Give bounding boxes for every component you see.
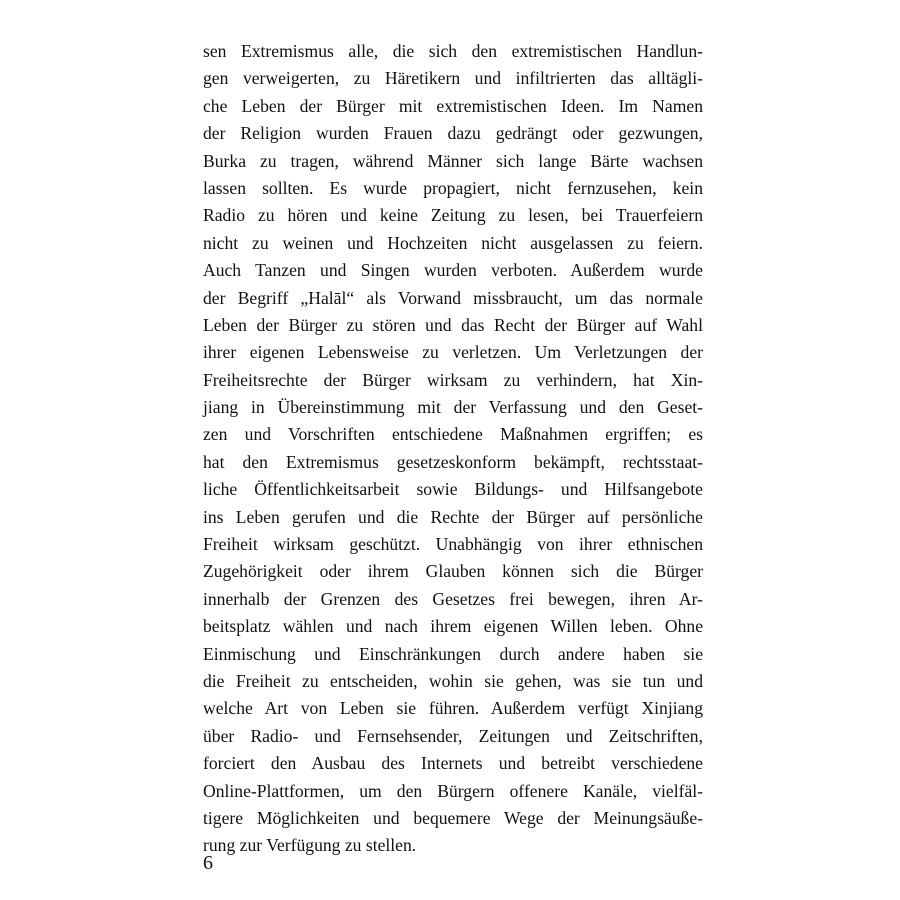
text-line: Auch Tanzen und Singen wurden verboten. Außerdem wurde — [203, 260, 703, 281]
text-line: Einmischung und Einschränkungen durch andere haben sie — [203, 643, 703, 664]
text-line: hat den Extremismus gesetzeskonform bekämpft, rechtsstaat- — [203, 451, 703, 472]
body-paragraph — [203, 38, 703, 860]
text-line: Freiheit wirksam geschützt. Unabhängig von ihrer ethnischen — [203, 534, 703, 555]
text-line: die Freiheit zu entscheiden, wohin sie gehen, was sie tun und — [203, 670, 703, 691]
text-line: ihrer eigenen Lebensweise zu verletzen. Um Verletzungen der — [203, 342, 703, 363]
text-line: innerhalb der Grenzen des Gesetzes frei bewegen, ihren Ar- — [203, 588, 703, 609]
text-line: welche Art von Leben sie führen. Außerdem verfügt Xinjiang — [203, 698, 703, 719]
text-line: der Begriff „Halāl“ als Vorwand missbraucht, um das normale — [203, 287, 703, 308]
text-line: tigere Möglichkeiten und bequemere Wege der Meinungsäuße- — [203, 807, 703, 828]
text-line: Online-Plattformen, um den Bürgern offenere Kanäle, vielfäl- — [203, 780, 703, 801]
text-line: über Radio- und Fernsehsender, Zeitungen und Zeitschriften, — [203, 725, 703, 746]
text-line: liche Öffentlichkeitsarbeit sowie Bildungs- und Hilfsangebote — [203, 479, 703, 500]
text-line: gen verweigerten, zu Häretikern und infiltrierten das alltägli- — [203, 68, 703, 89]
text-line: lassen sollten. Es wurde propagiert, nicht fernzusehen, kein — [203, 177, 703, 198]
text-line: zen und Vorschriften entschiedene Maßnahmen ergriffen; es — [203, 424, 703, 445]
text-line: che Leben der Bürger mit extremistischen Ideen. Im Namen — [203, 95, 703, 116]
text-line: rung zur Verfügung zu stellen. — [203, 835, 417, 856]
text-line: jiang in Übereinstimmung mit der Verfassung und den Geset- — [203, 397, 703, 418]
text-line: Radio zu hören und keine Zeitung zu lesen, bei Trauerfeiern — [203, 205, 703, 226]
page-number: 6 — [203, 852, 213, 874]
text-line: forciert den Ausbau des Internets und betreibt verschiedene — [203, 753, 703, 774]
text-line: sen Extremismus alle, die sich den extremistischen Handlun- — [203, 41, 703, 61]
text-line: Zugehörigkeit oder ihrem Glauben können sich die Bürger — [203, 561, 703, 582]
text-line: Freiheitsrechte der Bürger wirksam zu verhindern, hat Xin- — [203, 369, 703, 390]
text-line: beitsplatz wählen und nach ihrem eigenen Willen leben. Ohne — [203, 616, 703, 637]
text-line: Burka zu tragen, während Männer sich lange Bärte wachsen — [203, 150, 703, 171]
text-line: Leben der Bürger zu stören und das Recht der Bürger auf Wahl — [203, 314, 703, 335]
text-line: der Religion wurden Frauen dazu gedrängt oder gezwungen, — [203, 123, 703, 144]
text-line: nicht zu weinen und Hochzeiten nicht ausgelassen zu feiern. — [203, 232, 703, 253]
text-line: ins Leben gerufen und die Rechte der Bürger auf persönliche — [203, 506, 703, 527]
